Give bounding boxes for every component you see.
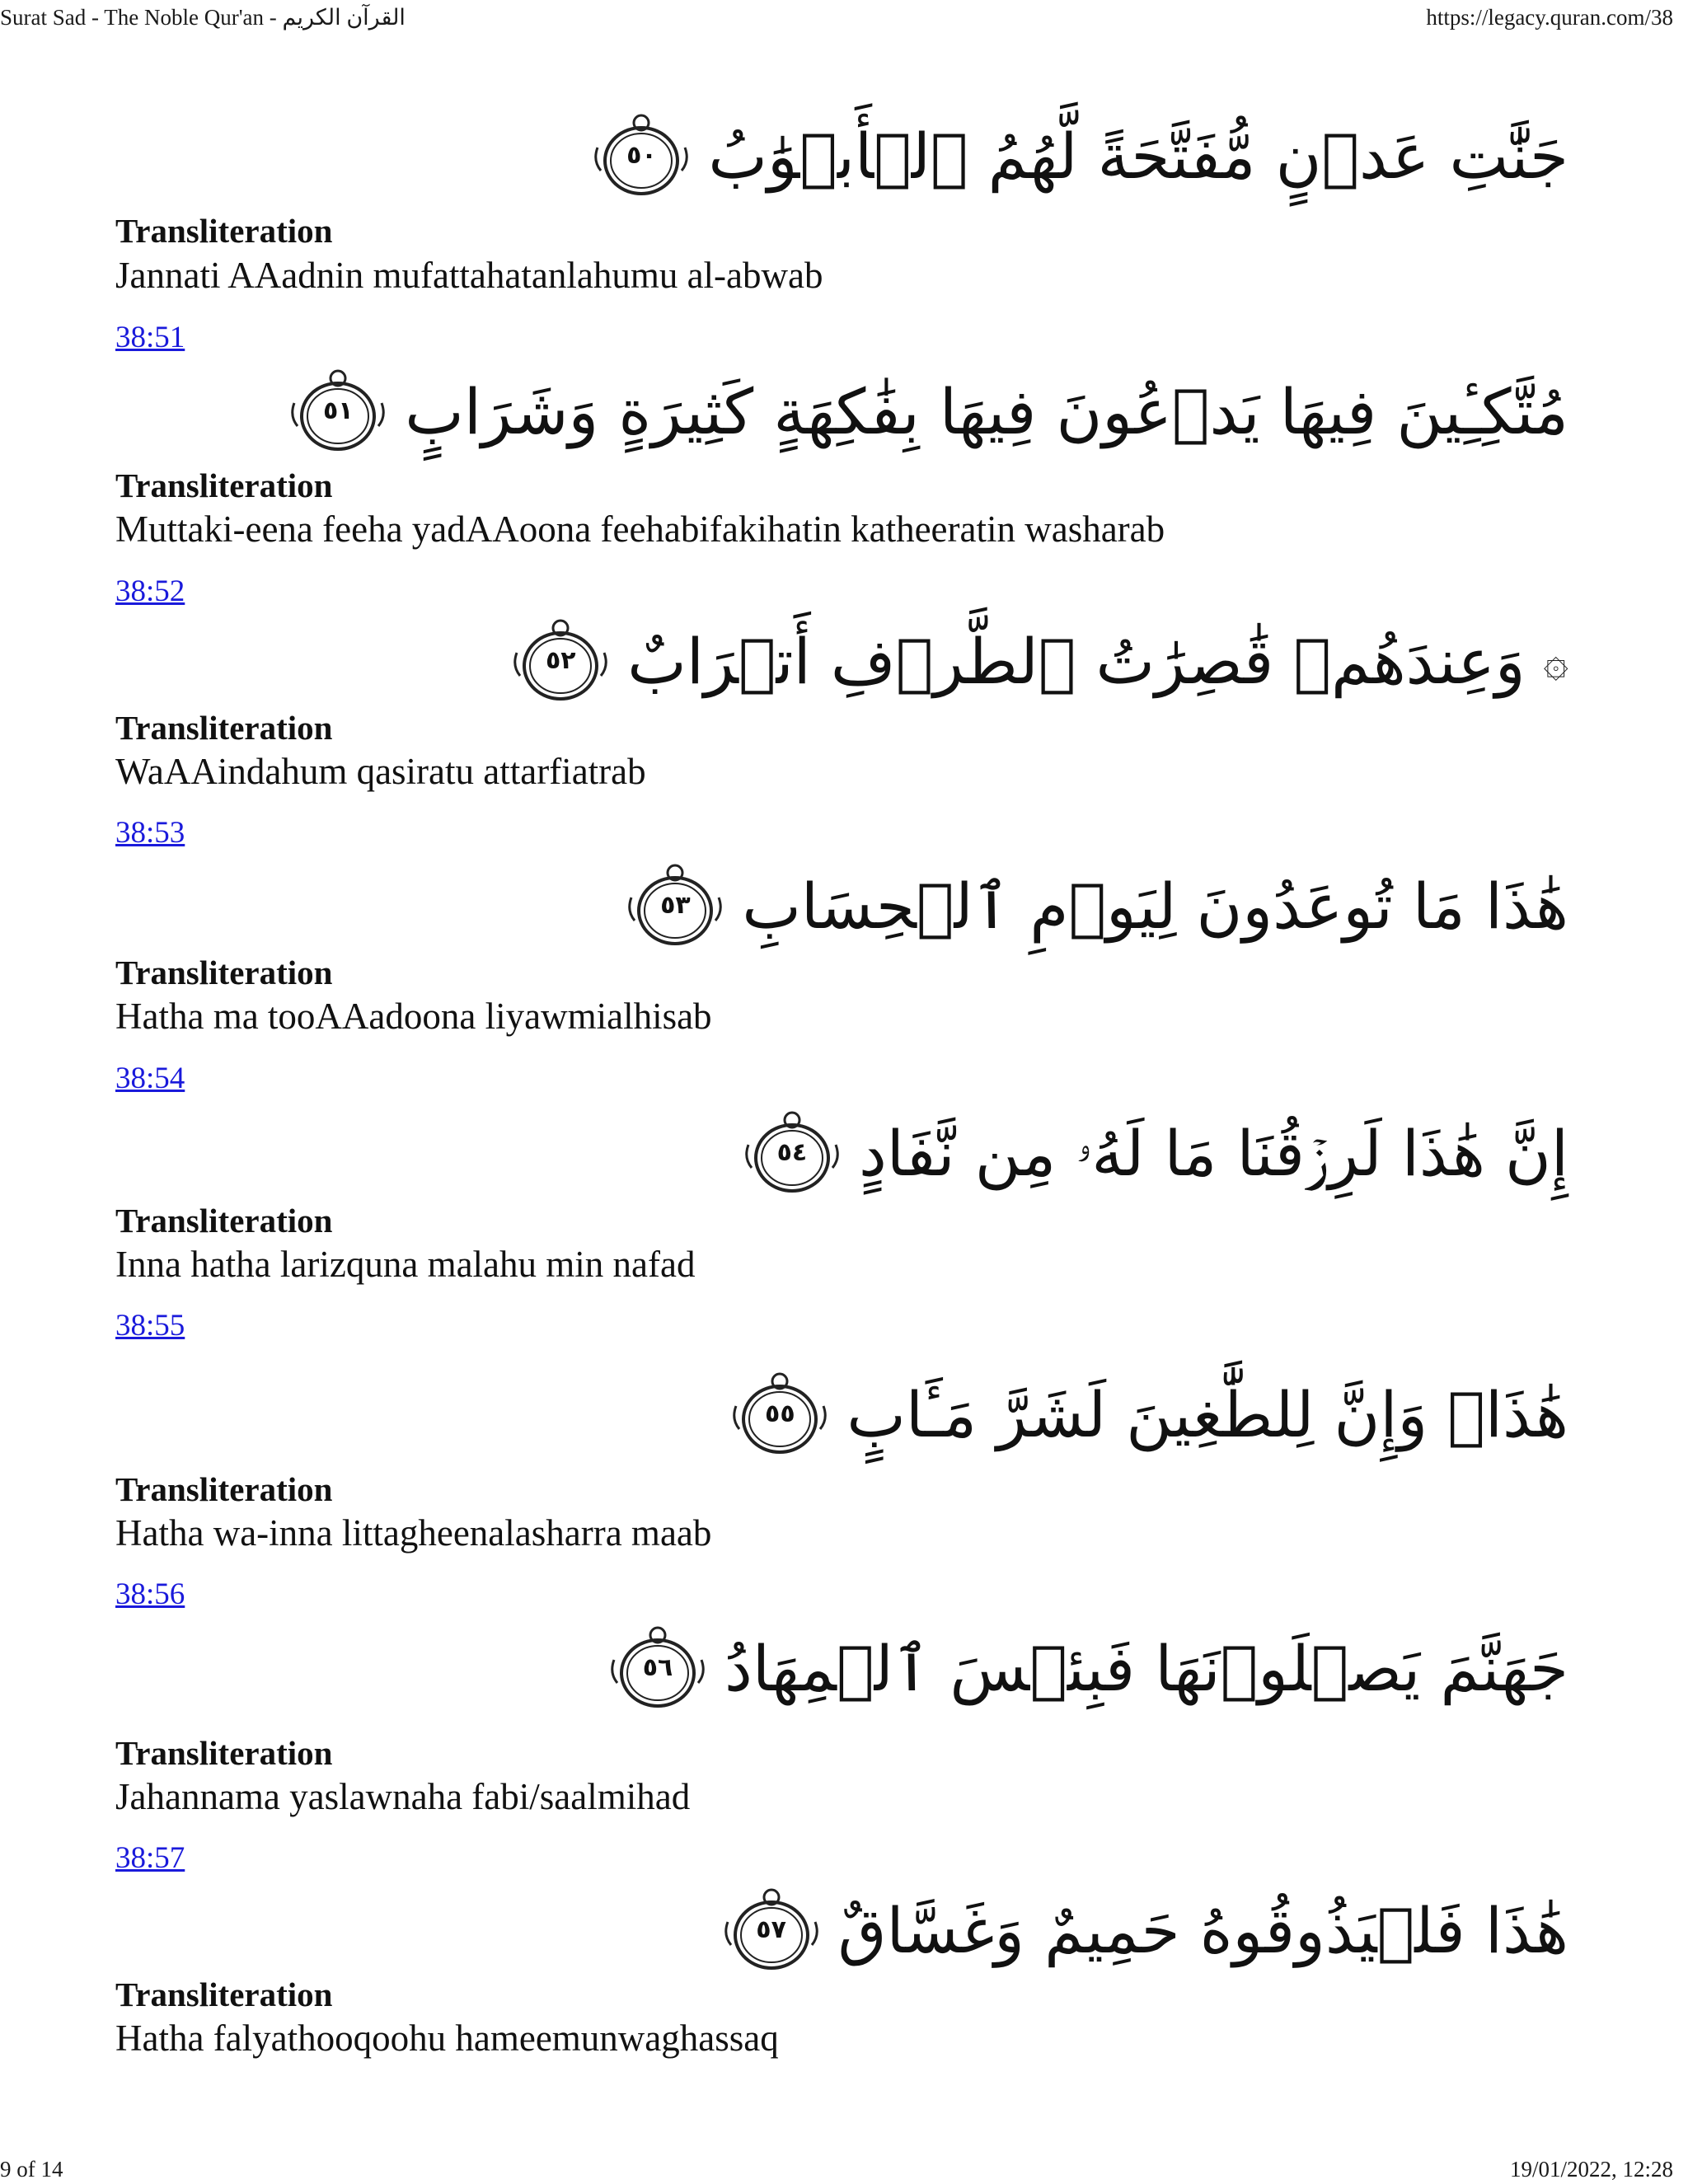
arabic-text: جَنَّٰتِ عَدۡنٍ مُّفَتَّحَةً لَّهُمُ ٱلۡأَبۡوَٰبُ — [708, 120, 1568, 193]
transliteration-text: Hatha wa-inna littagheenalasharra maab — [115, 1512, 712, 1554]
arabic-text: جَهَنَّمَ يَصۡلَوۡنَهَا فَبِئۡسَ ٱلۡمِهَادُ — [724, 1632, 1568, 1705]
arabic-verse — [289, 367, 1568, 457]
transliteration-label: Transliteration — [115, 1470, 333, 1508]
arabic-text: مُتَّكِـِٔينَ فِيهَا يَدۡعُونَ فِيهَا بِفَٰكِهَةٍ كَثِيرَةٍ وَشَرَابٍ — [405, 375, 1568, 448]
print-header — [0, 4, 1688, 30]
transliteration-label: Transliteration — [115, 709, 333, 747]
arabic-text: وَعِندَهُمۡ قَٰصِرَٰتُ ٱلطَّرۡفِ أَتۡرَابٌ — [627, 625, 1526, 698]
transliteration-text: Jannati AAadnin mufattahatanlahumu al-abwab — [115, 255, 823, 296]
arabic-text: هَٰذَا فَلۡيَذُوقُوهُ حَمِيمٌ وَغَسَّاقٌ — [837, 1894, 1568, 1967]
transliteration-label: Transliteration — [115, 954, 333, 991]
verse-link-38-51[interactable]: 38:51 — [115, 321, 185, 354]
arabic-verse — [512, 616, 1568, 707]
print-datetime: 19/01/2022, 12:28 — [1509, 2157, 1673, 2182]
verse-link-38-56[interactable]: 38:56 — [115, 1577, 185, 1611]
arabic-verse — [723, 1886, 1568, 1976]
transliteration-label: Transliteration — [115, 1734, 333, 1772]
verse-number: ٥٧ — [756, 1915, 786, 1944]
arabic-text: إِنَّ هَٰذَا لَرِزۡقُنَا مَا لَهُۥ مِن نَّفَادٍ — [858, 1117, 1568, 1190]
transliteration-text: Jahannama yaslawnaha fabi/saalmihad — [115, 1776, 691, 1817]
arabic-verse — [743, 1108, 1568, 1199]
transliteration-text: Hatha ma tooAAadoona liyawmialhisab — [115, 996, 712, 1037]
verse-number: ٥٠ — [626, 141, 657, 170]
verse-number-medallion-icon — [743, 1108, 841, 1199]
verse-number-medallion-icon — [731, 1370, 828, 1460]
arabic-text: هَٰذَا مَا تُوعَدُونَ لِيَوۡمِ ٱلۡحِسَابِ — [742, 869, 1568, 943]
verse-link-38-53[interactable]: 38:53 — [115, 816, 185, 850]
verse-link-38-54[interactable]: 38:54 — [115, 1062, 185, 1095]
verse-number: ٥٣ — [660, 891, 691, 920]
page-url: https://legacy.quran.com/38 — [1426, 5, 1673, 30]
arabic-verse — [609, 1624, 1568, 1714]
arabic-verse — [593, 111, 1568, 202]
verse-number-medallion-icon — [289, 367, 387, 457]
arabic-verse — [731, 1370, 1568, 1460]
arabic-text: هَٰذَاۚ وَإِنَّ لِلطَّٰغِينَ لَشَرَّ مَـَٔابٍ — [846, 1378, 1568, 1451]
page-number: 9 of 14 — [0, 2157, 63, 2182]
transliteration-label: Transliteration — [115, 1975, 333, 2013]
verse-number-medallion-icon — [609, 1624, 706, 1714]
transliteration-label: Transliteration — [115, 212, 333, 250]
verse-number-medallion-icon — [626, 861, 724, 952]
arabic-verse — [626, 861, 1568, 952]
verse-number-medallion-icon — [593, 111, 690, 202]
transliteration-label: Transliteration — [115, 1202, 333, 1240]
transliteration-text: Inna hatha larizquna malahu min nafad — [115, 1244, 696, 1285]
rub-el-hizb-icon: ۞ — [1543, 637, 1568, 687]
verse-number: ٥٥ — [765, 1399, 795, 1428]
transliteration-text: WaAAindahum qasiratu attarfiatrab — [115, 751, 646, 792]
print-footer — [0, 2156, 1688, 2182]
verse-number: ٥٦ — [642, 1653, 673, 1682]
transliteration-label: Transliteration — [115, 466, 333, 504]
verse-number-medallion-icon — [512, 616, 609, 707]
verse-number: ٥١ — [322, 396, 354, 425]
verse-link-38-52[interactable]: 38:52 — [115, 574, 185, 608]
verse-number: ٥٢ — [545, 646, 576, 675]
page-title: Surat Sad - The Noble Qur'an - القرآن الكريم — [0, 5, 406, 30]
verse-number-medallion-icon — [723, 1886, 820, 1976]
verse-link-38-55[interactable]: 38:55 — [115, 1309, 185, 1343]
transliteration-text: Muttaki-eena feeha yadAAoona feehabifakihatin katheeratin washarab — [115, 509, 1165, 550]
verse-number: ٥٤ — [776, 1138, 808, 1167]
verse-link-38-57[interactable]: 38:57 — [115, 1841, 185, 1875]
transliteration-text: Hatha falyathooqoohu hameemunwaghassaq — [115, 2018, 779, 2059]
